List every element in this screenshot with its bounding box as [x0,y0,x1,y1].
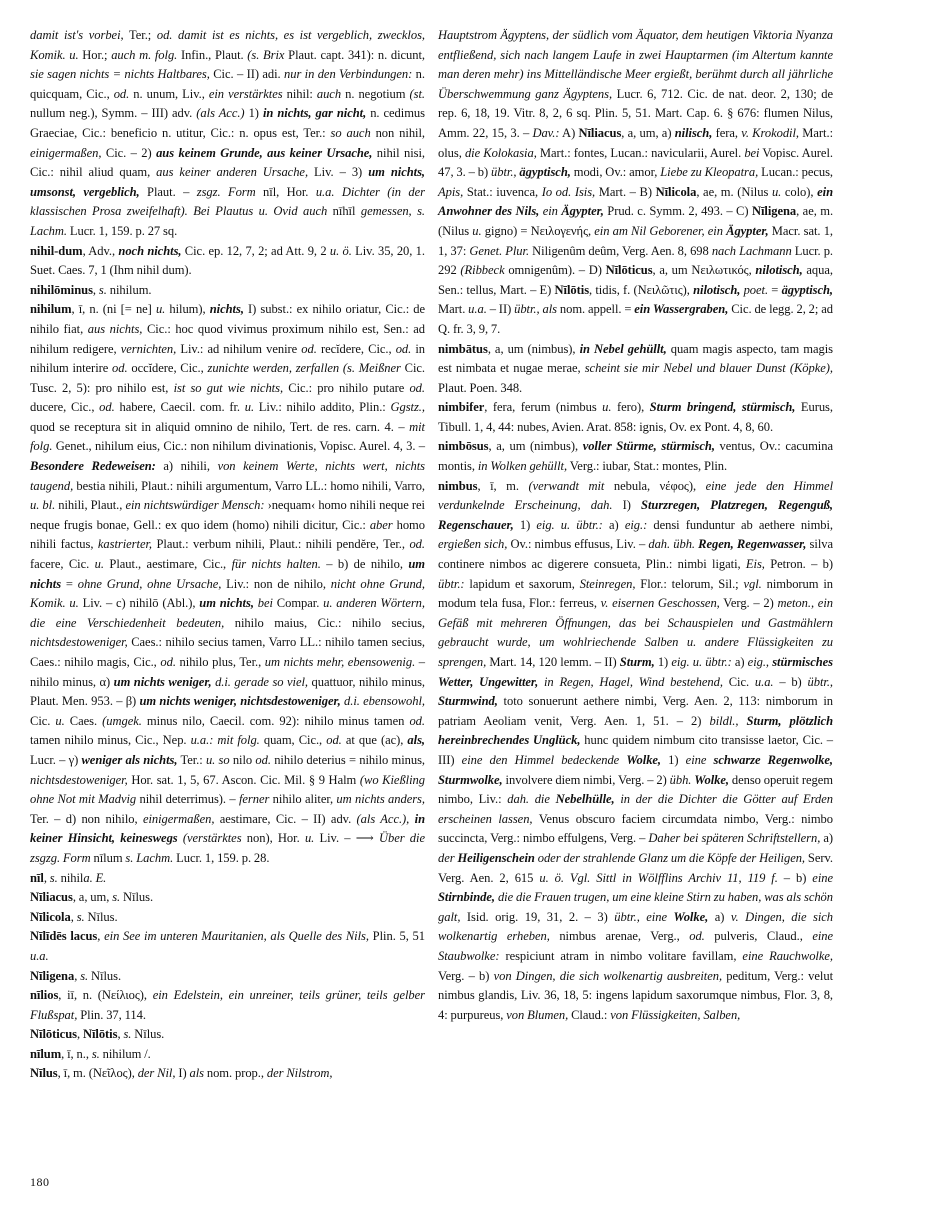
dictionary-entry: nimbōsus, a, um (nimbus), voller Stürme, stürmisch, ventus, Ov.: cacumina montis, in Wolken gehüllt, Verg.: iubar, Stat.: montes, Plin. [438,439,833,474]
dictionary-entry: Nīlicola, s. Nīlus. [30,909,118,924]
dictionary-entry: Nīliacus, a, um, s. Nīlus. [30,890,154,905]
dictionary-entry: Hauptstrom Ägyptens, der südlich vom Äquator, dem heutigen Viktoria Nyanza entfließend, sich nach langem Laufe in zwei Hauptarmen (im Altertum kannte man deren mehr) ins Mittelländische Meer ergießt, berühmt durch all jährliche Überschwemmung ganz Ägyptens, Lucr. 6, 712. Cic. de nat. deor. 2, 130; de rep. 6, 18, 19. Vitr. 8, 2, 6 sq. Plin. 5, 51. Mart. Cap. 6. § 676: flumen Nilus, Amm. 22, 15, 3. – Dav.: A) Nīliacus, a, um, a) nilisch, fera, v. Krokodil, Mart.: olus, die Kolokasia, Mart.: fontes, Lucan.: navicularii, Aurel. bei Vopisc. Aurel. 47, 3. – b) übtr., ägyptisch, modi, Ov.: amor, Liebe zu Kleopatra, Lucan.: pecus, Apis, Stat.: iuvenca, Io od. Isis, Mart. – B) Nīlicola, ae, m. (Nilus u. colo), ein Anwohner des Nils, ein Ägypter, Prud. c. Symm. 2, 493. – C) Nīligena, ae, m. (Nilus u. gigno) = Νειλογενής, ein am Nil Geborener, ein Ägypter, Macr. sat. 1, 1, 37: Genet. Plur. Niligenûm deûm, Verg. Aen. 8, 698 nach Lachmann Lucr. p. 292 (Ribbeck omnigenûm). – D) Nīlōticus, a, um Νειλωτικός, nilotisch, aqua, Sen.: tellus, Mart. – E) Nīlōtis, tidis, f. (Νειλῶτις), nilotisch, poet. = ägyptisch, Mart. u.a. – II) übtr., als nom. appell. = ein Wassergraben, Cic. de legg. 2, 2; ad Q. fr. 3, 9, 7. [438,28,834,336]
dictionary-entry: nīl, s. nihila. E. [30,870,107,885]
dictionary-entry: nimbifer, fera, ferum (nimbus u. fero), Sturm bringend, stürmisch, Eurus, Tibull. 1, 4, 44: nubes, Avien. Arat. 858: ignis, Ov. ex Pont. 4, 8, 60. [438,400,833,434]
dictionary-entry: Nīlōticus, Nīlōtis, s. Nīlus. [30,1027,165,1042]
dictionary-entry: Nīlus, ī, m. (Νεῖλος), der Nil, I) als nom. prop., der Nilstrom, [30,1066,333,1081]
left-column [30,26,425,1084]
right-column [438,26,833,1025]
dictionary-entry: nīlios, iī, n. (Νείλιος), ein Edelstein, ein unreiner, teils grüner, teils gelber Flußspat, Plin. 37, 114. [30,988,425,1022]
dictionary-entry: nimbus, ī, m. (verwandt mit nebula, νέφος), eine jede den Himmel verdunkelnde Erscheinung, dah. I) Sturzregen, Platzregen, Regenguß, Regenschauer, 1) eig. u. übtr.: a) eig.: densi funduntur ab aethere nimbi, ergießen sich, Ov.: nimbus effusus, Liv. – dah. übh. Regen, Regenwasser, silva continere nimbos ac digerere consueta, Plin.: nimbi ligati, Eis, Petron. – b) übtr.: lapidum et saxorum, Steinregen, Flor.: telorum, Sil.; vgl. nimborum in modum tela fusa, Flor.: ferreus, v. eisernen Geschossen, Verg. – 2) meton., ein Gefäß mit mehreren Öffnungen, das bei Schauspielen und Gastmählern gebraucht wurde, um wohlriechende Salben u. andere Flüssigkeiten zu sprengen, Mart. 14, 120 lemm. – II) Sturm, 1) eig. u. übtr.: a) eig., stürmisches Wetter, Ungewitter, in Regen, Hagel, Wind bestehend, Cic. u.a. – b) übtr., Sturmwind, toto sonuerunt aethere nimbi, Verg. Aen. 2, 113: nimborum in patriam Aeoliam venit, Verg. Aen. 1, 51. – 2) bildl., Sturm, plötzlich hereinbrechendes Unglück, hunc quidem nimbum cito transisse laetor, Cic. – III) eine den Himmel bedeckende Wolke, 1) eine schwarze Regenwolke, Sturmwolke, involvere diem nimbi, Verg. – 2) übh. Wolke, denso operuit regem nimbo, Liv.: dah. die Nebelhülle, in der die Dichter die Götter auf Erden erscheinen lassen, Venus obscuro faciem circumdata nimbo, Verg.: nimbo succincta, Verg.: nimbo effulgens, Verg. – Daher bei späteren Schriftstellern, a) der Heiligenschein oder der strahlende Glanz um die Köpfe der Heiligen, Serv. Verg. Aen. 2, 615 u. ö. Vgl. Sittl in Wölfflins Archiv 11, 119 f. – b) eine Stirnbinde, die die Frauen trugen, um eine kleine Stirn zu haben, was als schön galt, Isid. orig. 19, 31, 2. – 3) übtr., eine Wolke, a) v. Dingen, die sich wolkenartig erheben, nimbus arenae, Verg., od. pulveris, Claud., eine Staubwolke: respiciunt atram in nimbo volitare favillam, eine Rauchwolke, Verg. – b) von Dingen, die sich wolkenartig ausbreiten, peditum, Verg.: velut nimbus glandis, Liv. 36, 18, 5: ingens lapidum saxorumque nimbus, Flor. 3, 8, 4: purpureus, von Blumen, Claud.: von Flüssigkeiten, Salben, [438,478,834,1022]
dictionary-entry: nihil-dum, Adv., noch nichts, Cic. ep. 12, 7, 2; ad Att. 9, 2 u. ö. Liv. 35, 20, 1. Suet. Caes. 7, 1 (Ihm nihil dum). [30,243,425,278]
dictionary-entry: damit ist's vorbei, Ter.; od. damit ist es nichts, es ist vergeblich, zwecklos, Komik. u. Hor.; auch m. folg. Infin., Plaut. (s. Brix Plaut. capt. 341): n. dicunt, sie sagen nichts = nichts Haltbares, Cic. – II) adi. nur in den Verbindungen: n. quicquam, Cic., od. n. unum, Liv., ein verstärktes nihil: auch n. negotium (st. nullum neg.), Symm. – III) adv. (als Acc.) 1) in nichts, gar nicht, n. cedimus Graeciae, Cic.: beneficio n. utitur, Cic.: n. opus est, Ter.: so auch non nihil, einigermaßen, Cic. – 2) aus keinem Grunde, aus keiner Ursache, nihil nisi, Cic.: nihil aliud quam, aus keiner anderen Ursache, Liv. – 3) um nichts, umsonst, vergeblich, Plaut. – zsgz. Form nīl, Hor. u.a. Dichter (in der klassischen Prosa zweifelhaft). Bei Plautus u. Ovid auch nīhīl gemessen, s. Lachm. Lucr. 1, 159. p. 27 sq. [30,28,426,238]
dictionary-entry: Nīlīdēs lacus, ein See im unteren Mauritanien, als Quelle des Nils, Plin. 5, 51 u.a. [30,929,425,963]
page-number: 180 [30,1175,50,1189]
dictionary-entry: nimbātus, a, um (nimbus), in Nebel gehüllt, quam magis aspecto, tam magis est nimbata et nugae merae, scheint sie mir Nebel und blauer Dunst (Köpke), Plaut. Poen. 348. [438,341,834,395]
dictionary-entry: nihilōminus, s. nihilum. [30,282,152,297]
dictionary-entry: Nīligena, s. Nīlus. [30,968,122,983]
dictionary-entry: nīlum, ī, n., s. nihilum /. [30,1046,151,1061]
dictionary-entry: nihilum, ī, n. (ni [= ne] u. hilum), nichts, I) subst.: ex nihilo oriatur, Cic.: de nihilo fiat, aus nichts, Cic.: hoc quod vivimus proximum nihilo est, Sen.: ad nihilum redigere, vernichten, Liv.: ad nihilum venire od. recĭdere, Cic., od. in nihilum interire od. occĭdere, Cic., zunichte werden, zerfallen (s. Meißner Cic. Tusc. 2, 5): pro nihilo est, ist so gut wie nichts, Cic.: pro nihilo putare od. ducere, Cic., od. habere, Caecil. com. fr. u. Liv.: nihilo addito, Plin.: Ggstz., quod se receptura sit in aliquid omnino de nihilo, Tert. de res. carn. 4. – mit folg. Genet., nihilum eius, Cic.: non nihilum divinationis, Vopisc. Aurel. 4, 3. – Besondere Redeweisen: a) nihili, von keinem Werte, nichts wert, nichts taugend, bestia nihili, Plaut.: nihili argumentum, Varro LL.: homo nihili, Varro, u. bl. nihili, Plaut., ein nichtswürdiger Mensch: ›nequam‹ homo nihili neque rei neque frugis bonae, Gell.: ex quo idem (homo) nihili dicitur, Cic.: aber homo nihili factus, kastrierter, Plaut.: verbum nihili, Plaut.: nihili pendĕre, Ter., od. facere, Cic. u. Plaut., aestimare, Cic., für nichts halten. – b) de nihilo, um nichts = ohne Grund, ohne Ursache, Liv.: non de nihilo, nicht ohne Grund, Komik. u. Liv. – c) nihilō (Abl.), um nichts, bei Compar. u. anderen Wörtern, die eine Verschiedenheit bedeuten, nihilo maius, Cic.: nihilo secius, nichtsdestoweniger, Caes.: nihilo secius tamen, Varro LL.: nihilo tamen secius, Caes.: nihilo magis, Cic., od. nihilo plus, Ter., um nichts mehr, ebensowenig. – nihilo minus, α) um nichts weniger, d.i. gerade so viel, quattuor, nihilo minus, Plaut. Men. 953. – β) um nichts weniger, nichtsdestoweniger, d.i. ebensowohl, Cic. u. Caes. (umgek. minus nilo, Caecil. com. 92): nihilo minus tamen od. tamen nihilo minus, Cic., Nep. u.a.: mit folg. quam, Cic., od. at que (ac), als, Lucr. – γ) weniger als nichts, Ter.: u. so nilo od. nihilo deterius = nihilo minus, nichtsdestoweniger, Hor. sat. 1, 5, 67. Ascon. Cic. Mil. § 9 Halm (wo Kießling ohne Not mit Madvig nihil deterrimus). – ferner nihilo aliter, um nichts anders, Ter. – d) non nihilo, einigermaßen, aestimare, Cic. – II) adv. (als Acc.), in keiner Hinsicht, keineswegs (verstärktes non), Hor. u. Liv. – ⟶ Über die zsgzg. Form nīlum s. Lachm. Lucr. 1, 159. p. 28. [30,302,426,865]
